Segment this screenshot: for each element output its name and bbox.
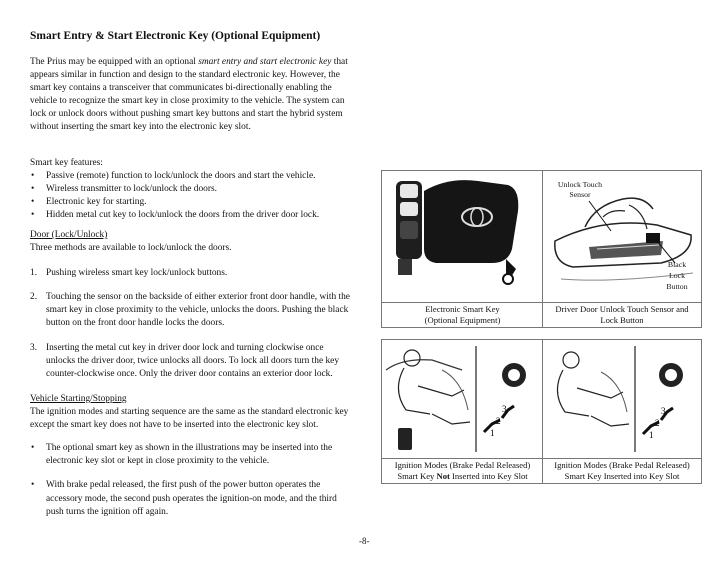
step-number: 1 — [649, 430, 654, 440]
feature-item: • Electronic key for starting. — [30, 196, 352, 209]
feature-item: • Passive (remote) function to lock/unlock the doors and start the vehicle. — [30, 170, 352, 183]
door-method-item — [30, 267, 352, 280]
step-number: 2 — [655, 418, 660, 428]
feature-item: • Hidden metal cut key to lock/unlock the doors from the driver door lock. — [30, 209, 352, 222]
smart-key-figure — [381, 170, 544, 304]
step-number: 3 — [502, 404, 507, 414]
features-heading: Smart key features: — [30, 158, 103, 168]
smart-key-caption — [381, 302, 544, 328]
ignition-not-inserted-figure — [381, 339, 544, 460]
caption-line: Ignition Modes (Brake Pedal Released) — [554, 459, 690, 470]
caption-line: Ignition Modes (Brake Pedal Released) — [394, 459, 531, 470]
starting-subheading: The ignition modes and starting sequence are the same as the standard electronic key except the smart key does not have to be inserted into the electronic key slot. — [30, 407, 349, 431]
door-subheading: Three methods are available to lock/unlock the doors. — [30, 243, 232, 254]
caption-line: Driver Door Unlock Touch Sensor and — [555, 303, 689, 314]
caption-line: Smart Key Inserted into Key Slot — [564, 471, 680, 481]
starting-item: • The optional smart key as shown in the illustrations may be inserted into the electronic key slot or kept in close proximity to the vehicle. — [30, 442, 352, 468]
door-method-number: 2. — [30, 292, 38, 303]
caption-text: Inserted into Key Slot — [449, 471, 528, 481]
intro-text-start: The Prius may be equipped with an optional — [30, 57, 199, 67]
label-line: Lock — [668, 271, 686, 280]
door-method-text: Inserting the metal cut key in driver door lock and turning clockwise once unlocks the driver door, twice unlocks all doors. To lock all doors turn the key counter-clockwise once. Only the driver door contains an exterior door lock. — [46, 342, 340, 379]
door-method-item — [30, 342, 352, 381]
features-list — [30, 170, 352, 222]
caption-text: Smart Key — [397, 471, 437, 481]
caption-line: Lock Button — [600, 315, 644, 325]
door-heading: Door (Lock/Unlock) — [30, 230, 108, 240]
caption-line — [395, 471, 531, 483]
feature-item: • Wireless transmitter to lock/unlock the doors. — [30, 183, 352, 196]
label-line: Button — [666, 282, 688, 291]
ignition-not-inserted-illustration — [382, 340, 543, 459]
step-number: 2 — [496, 416, 501, 426]
black-lock-button-label — [660, 259, 694, 292]
door-section — [30, 229, 352, 381]
step-number: 3 — [661, 406, 666, 416]
caption-line: Electronic Smart Key — [425, 303, 500, 314]
unlock-touch-sensor-label — [552, 180, 608, 200]
intro-text-end: that appears similar in function and design to the standard electronic key. However, the smart key contains a transceiver that communicates bi-directionally enabling the vehicle to recognize the smart key in close proximity to the vehicle. The system can lock or unlock doors without pushing smart key buttons and start the hybrid system without inserting the smart key into the electronic key slot. — [30, 57, 348, 133]
door-method-number: 3. — [30, 342, 38, 353]
step-number: 1 — [490, 428, 495, 438]
door-method-text: Touching the sensor on the backside of either exterior front door handle, with the smart key in close proximity to the vehicle, unlocks the doors. Pushing the black button on the front door handle locks the doors. — [46, 292, 350, 329]
smart-key-illustration — [382, 171, 543, 303]
starting-section — [30, 393, 352, 519]
caption-line: (Optional Equipment) — [424, 315, 501, 325]
starting-item: • With brake pedal released, the first push of the power button operates the accessory mode, the second push operates the ignition-on mode, and the third push turns the ignition off again. — [30, 479, 352, 518]
ignition-inserted-figure — [542, 339, 702, 460]
starting-heading: Vehicle Starting/Stopping — [30, 394, 127, 404]
ignition-inserted-illustration — [543, 340, 701, 459]
label-line: Black — [667, 260, 687, 269]
page-number: -8- — [359, 536, 370, 546]
caption-bold-word: Not — [436, 471, 450, 481]
label-line: Sensor — [569, 190, 591, 199]
intro-paragraph — [30, 56, 352, 135]
starting-list — [30, 442, 352, 518]
ignition-right-caption — [542, 458, 702, 484]
label-line: Unlock Touch — [557, 180, 603, 189]
page-title: Smart Entry & Start Electronic Key (Optional Equipment) — [30, 30, 321, 42]
door-caption — [542, 302, 702, 328]
ignition-left-caption — [381, 458, 544, 484]
intro-italic-term: smart entry and start electronic key — [198, 57, 332, 67]
features-section — [30, 157, 352, 222]
door-method-number: 1. — [30, 268, 38, 279]
door-method-text: Pushing wireless smart key lock/unlock buttons. — [46, 268, 228, 279]
door-method-item — [30, 291, 352, 330]
